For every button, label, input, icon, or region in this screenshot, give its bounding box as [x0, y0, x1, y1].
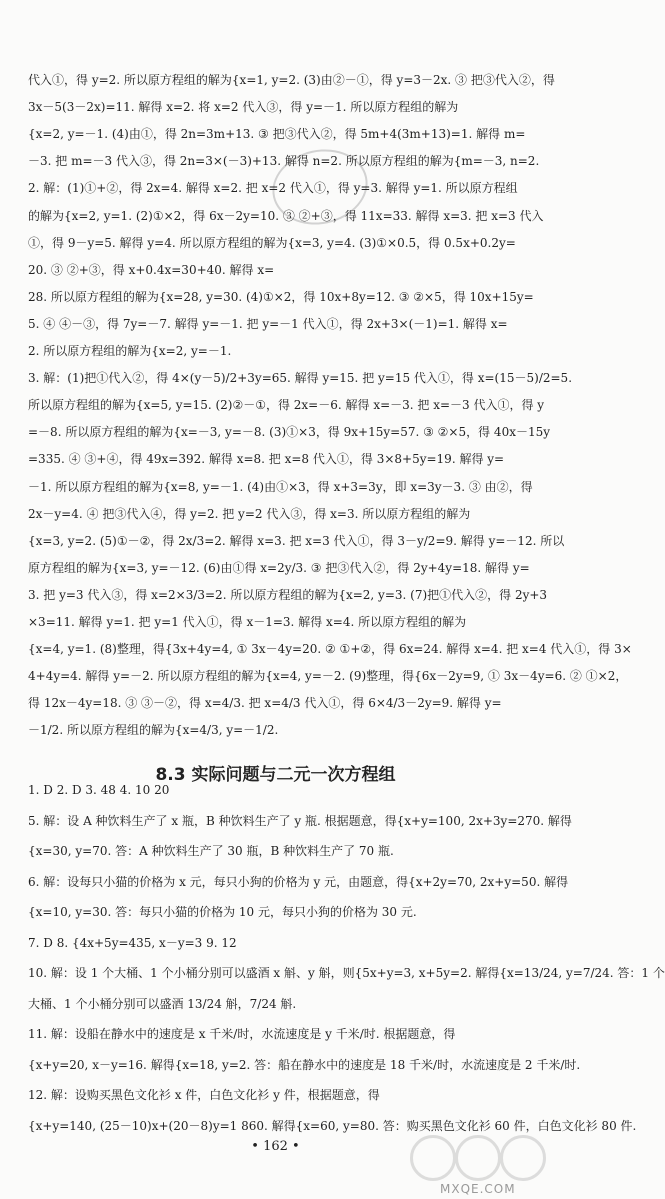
- answer-line: =－8. 所以原方程组的解为{x=－3, y=－8. (3)①×3，得 9x+15y=57. ③ ②×5，得 40x－15y: [28, 425, 551, 440]
- answer-line: {x=30, y=70. 答：A 种饮料生产了 30 瓶，B 种饮料生产了 70 瓶.: [28, 844, 394, 858]
- answer-line: 7. D 8. {4x+5y=435, x－y=3 9. 12: [28, 935, 237, 950]
- answer-line: 3. 把 y=3 代入③，得 x=2×3/3=2. 所以原方程组的解为{x=2, y=3. (7)把①代入②，得 2y+3: [28, 587, 548, 602]
- answer-line: 2. 解：(1)①+②，得 2x=4. 解得 x=2. 把 x=2 代入①，得 y=3. 解得 y=1. 所以原方程组: [28, 181, 518, 196]
- answer-line: 1. D 2. D 3. 48 4. 10 20: [28, 783, 170, 797]
- answer-line: 得 12x－4y=18. ③ ③－②，得 x=4/3. 把 x=4/3 代入①，得 6×4/3－2y=9. 解得 y=: [28, 696, 502, 711]
- answer-line: 3x－5(3－2x)=11. 解得 x=2. 将 x=2 代入③，得 y=－1. 所以原方程组的解为: [28, 100, 459, 115]
- answer-line: 5. ④ ④－③，得 7y=－7. 解得 y=－1. 把 y=－1 代入①，得 2x+3×(－1)=1. 解得 x=: [28, 316, 508, 331]
- answer-line: 20. ③ ②+③，得 x+0.4x=30+40. 解得 x=: [28, 262, 275, 277]
- answer-line: 代入①，得 y=2. 所以原方程组的解为{x=1, y=2. (3)由②－①，得 y=3－2x. ③ 把③代入②，得: [28, 73, 555, 87]
- answer-line: 2. 所以原方程组的解为{x=2, y=－1.: [28, 344, 232, 358]
- answer-line: {x+y=20, x－y=16. 解得{x=18, y=2. 答：船在静水中的速度是 18 千米/时，水流速度是 2 千米/时.: [28, 1057, 581, 1072]
- answer-line: －3. 把 m=－3 代入③，得 2n=3×(－3)+13. 解得 n=2. 所以原方程组的解为{m=－3, n=2.: [28, 154, 540, 169]
- answer-line: 11. 解：设船在静水中的速度是 x 千米/时，水流速度是 y 千米/时. 根据题意，得: [28, 1027, 456, 1041]
- answer-line: 大桶、1 个小桶分别可以盛酒 13/24 斛，7/24 斛.: [28, 996, 297, 1011]
- answer-line: 3. 解：(1)把①代入②，得 4×(y－5)/2+3y=65. 解得 y=15. 把 y=15 代入①，得 x=(15－5)/2=5.: [28, 371, 573, 386]
- answer-line: ×3=11. 解得 y=1. 把 y=1 代入①，得 x－1=3. 解得 x=4. 所以原方程组的解为: [28, 615, 467, 629]
- section-title: 8.3 实际问题与二元一次方程组: [155, 765, 396, 785]
- answer-line: {x=3, y=2. (5)①－②，得 2x/3=2. 解得 x=3. 把 x=3 代入①，得 3－y/2=9. 解得 y=－12. 所以: [28, 533, 565, 548]
- answer-line: 原方程组的解为{x=3, y=－12. (6)由①得 x=2y/3. ③ 把③代入②，得 2y+4y=18. 解得 y=: [28, 560, 530, 575]
- answer-line: 2x－y=4. ④ 把③代入④，得 y=2. 把 y=2 代入③，得 x=3. 所以原方程组的解为: [28, 506, 471, 521]
- answer-line: 6. 解：设每只小猫的价格为 x 元，每只小狗的价格为 y 元，由题意，得{x+2y=70, 2x+y=50. 解得: [28, 874, 569, 889]
- answer-line: 所以原方程组的解为{x=5, y=15. (2)②－①，得 2x=－6. 解得 x=－3. 把 x=－3 代入①，得 y: [28, 398, 545, 413]
- answer-line: 28. 所以原方程组的解为{x=28, y=30. (4)①×2，得 10x+8y=12. ③ ②×5，得 10x+15y=: [28, 289, 534, 304]
- answer-line: 的解为{x=2, y=1. (2)①×2，得 6x－2y=10. ③ ②+③，得 11x=33. 解得 x=3. 把 x=3 代入: [28, 208, 544, 223]
- answer-line: {x+y=140, (25－10)x+(20－8)y=1 860. 解得{x=60, y=80. 答：购买黑色文化衫 60 件，白色文化衫 80 件.: [28, 1118, 637, 1133]
- answer-line: =335. ④ ③+④，得 49x=392. 解得 x=8. 把 x=8 代入①，得 3×8+5y=19. 解得 y=: [28, 452, 505, 467]
- answer-line: 4+4y=4. 解得 y=－2. 所以原方程组的解为{x=4, y=－2. (9)整理，得{6x－2y=9, ① 3x－4y=6. ② ①×2，: [28, 669, 628, 684]
- watermark-text: MXQE.COM: [440, 1182, 516, 1196]
- answer-line: －1/2. 所以原方程组的解为{x=4/3, y=－1/2.: [28, 723, 279, 738]
- answer-line: －1. 所以原方程组的解为{x=8, y=－1. (4)由①×3，得 x+3=3y，即 x=3y－3. ③ 由②，得: [28, 479, 533, 494]
- answer-line: {x=2, y=－1. (4)由①，得 2n=3m+13. ③ 把③代入②，得 5m+4(3m+13)=1. 解得 m=: [28, 127, 526, 142]
- answer-line: 5. 解：设 A 种饮料生产了 x 瓶，B 种饮料生产了 y 瓶. 根据题意，得{x+y=100, 2x+3y=270. 解得: [28, 813, 572, 828]
- answer-line: ①，得 9－y=5. 解得 y=4. 所以原方程组的解为{x=3, y=4. (3)①×0.5，得 0.5x+0.2y=: [28, 235, 516, 250]
- page-number: • 162 •: [251, 1139, 300, 1154]
- answer-line: {x=4, y=1. (8)整理，得{3x+4y=4, ① 3x－4y=20. ② ①+②，得 6x=24. 解得 x=4. 把 x=4 代入①，得 3×: [28, 642, 632, 657]
- answer-line: {x=10, y=30. 答：每只小猫的价格为 10 元，每只小狗的价格为 30 元.: [28, 905, 417, 919]
- answer-line: 10. 解：设 1 个大桶、1 个小桶分别可以盛酒 x 斛、y 斛，则{5x+y=3, x+5y=2. 解得{x=13/24, y=7/24. 答：1 个: [28, 966, 665, 980]
- answer-line: 12. 解：设购买黑色文化衫 x 件，白色文化衫 y 件，根据题意，得: [28, 1088, 380, 1102]
